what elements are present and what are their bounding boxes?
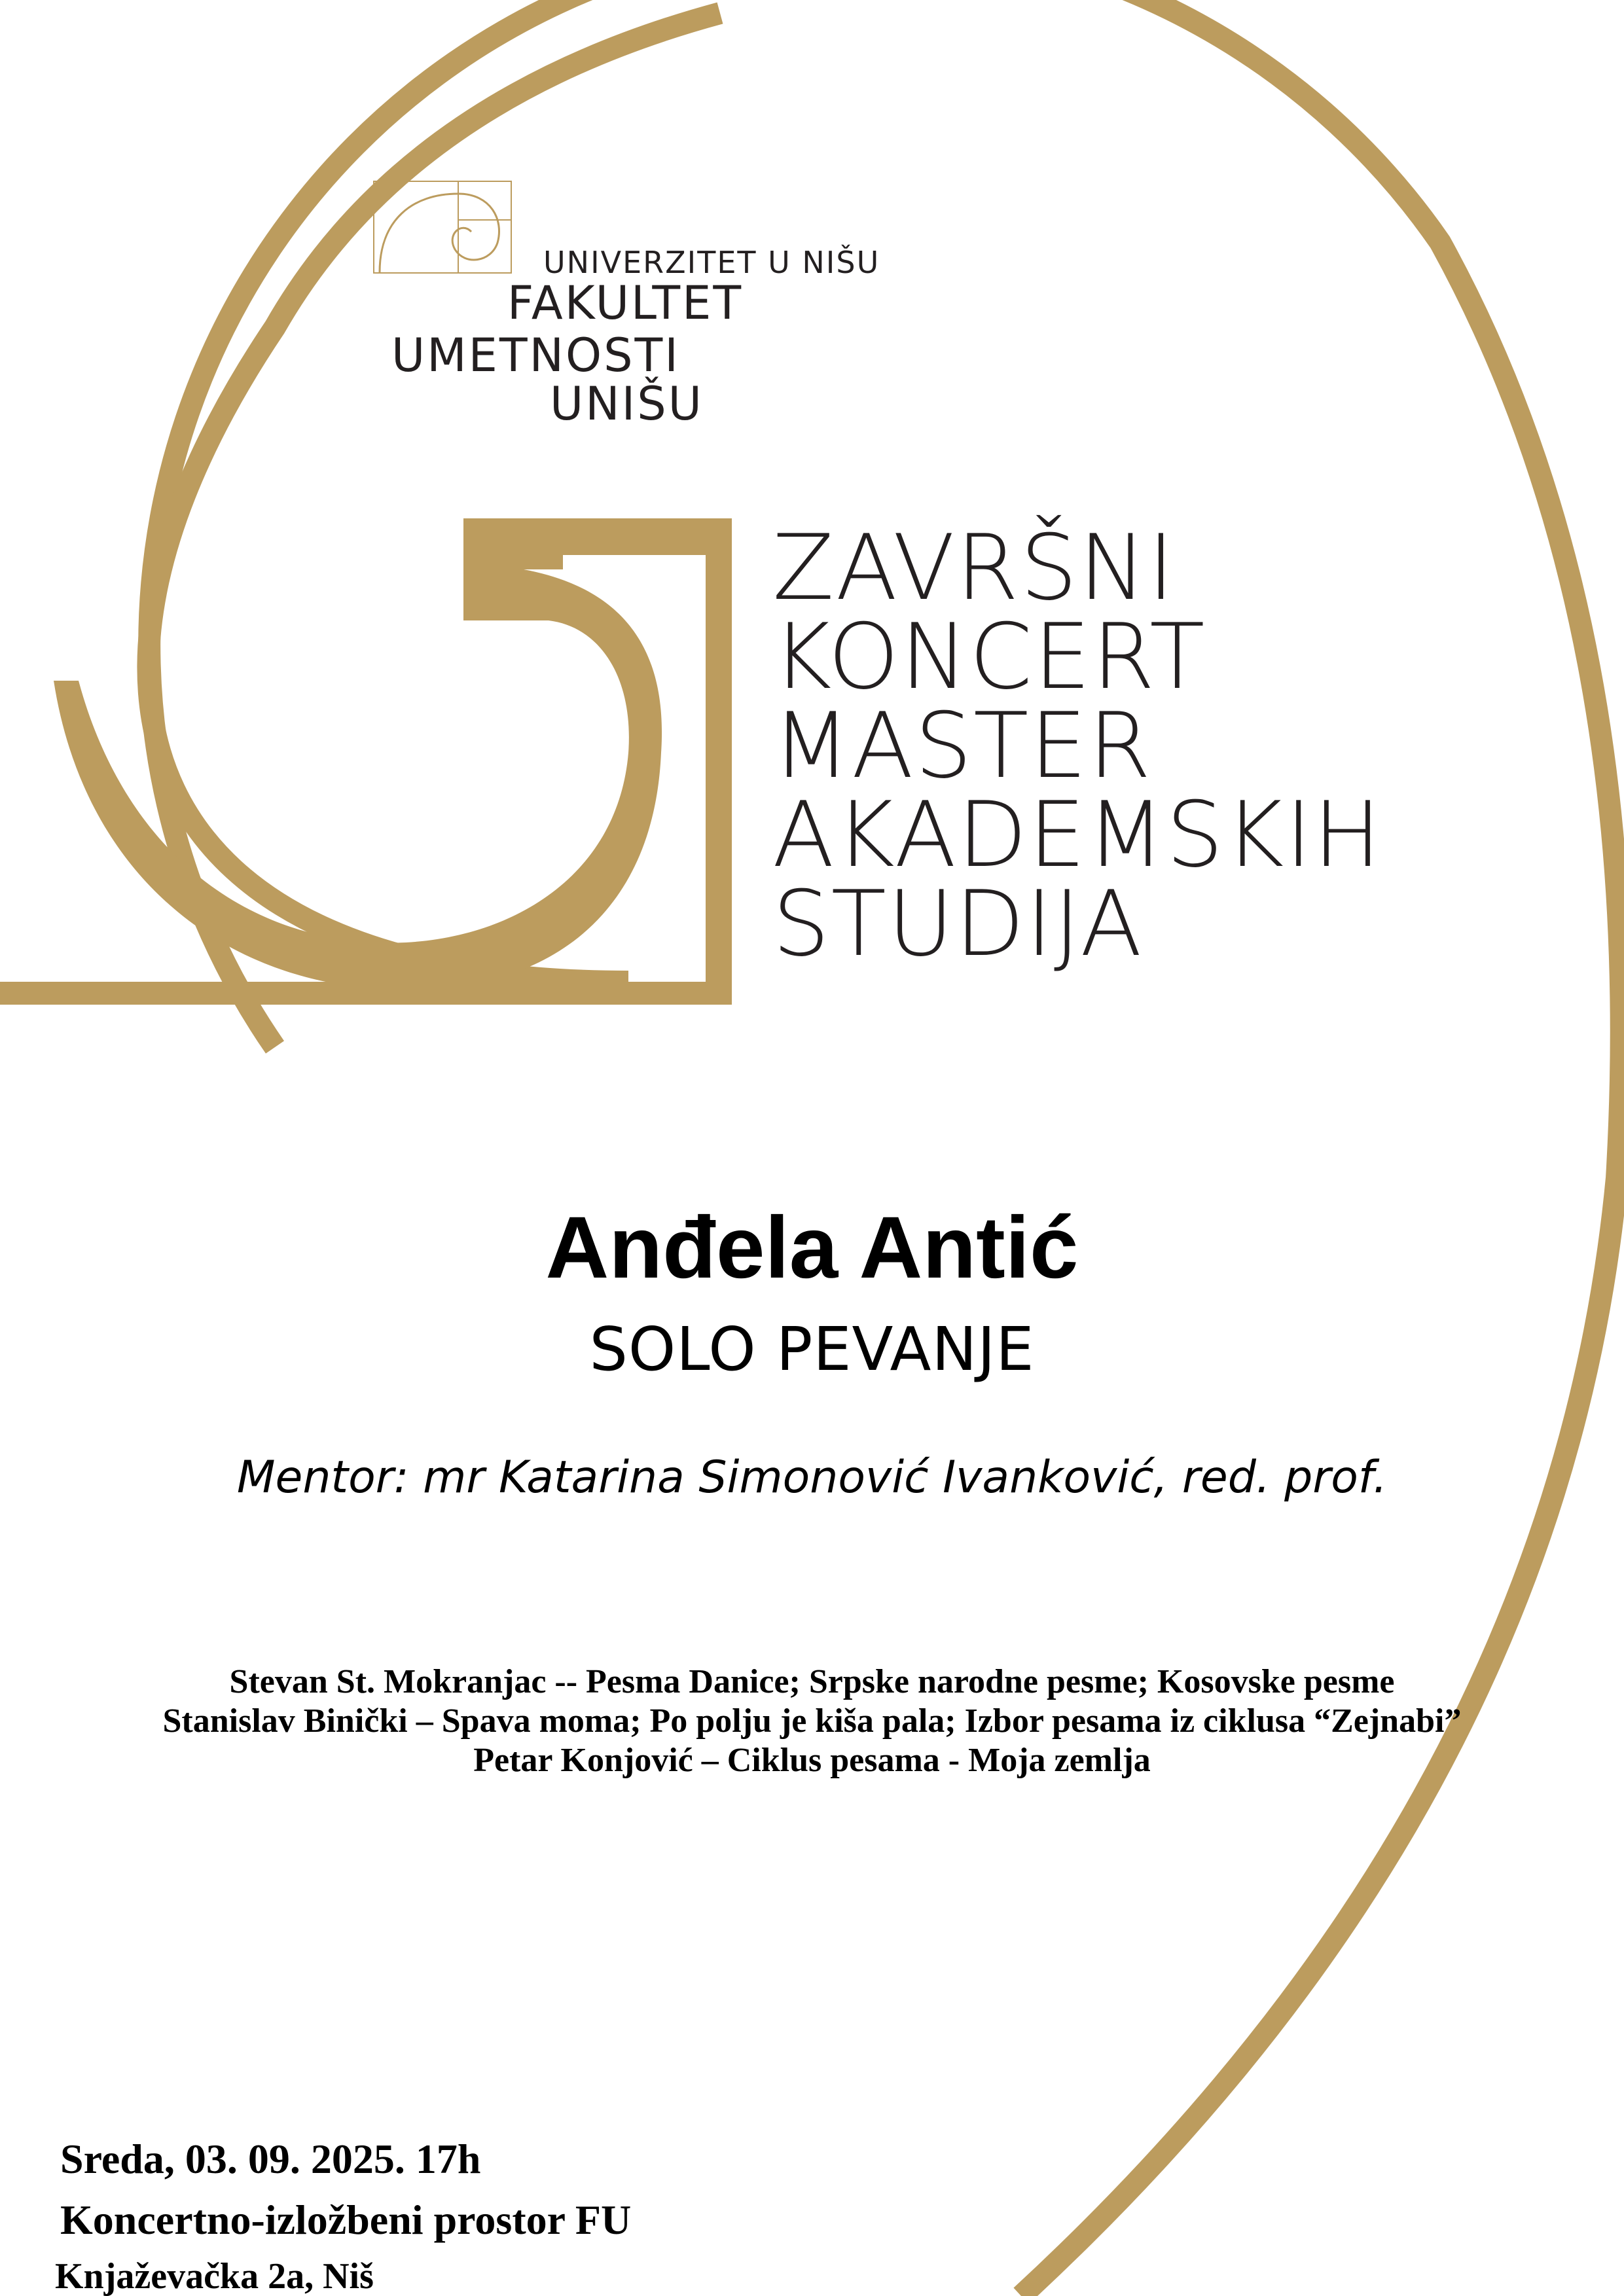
faculty-line-3: UNIŠU [550,377,704,431]
faculty-line-1: FAKULTET [507,276,744,330]
performer-name: Anđela Antić [545,1199,1079,1297]
event-venue: Koncertno-izložbeni prostor FU [60,2197,632,2243]
program-item: Stanislav Binički – Spava moma; Po polju je kiša pala; Izbor pesama iz ciklusa “Zejnabi” [162,1702,1462,1740]
program-item: Stevan St. Mokranjac -- Pesma Danice; Srpske narodne pesme; Kosovske pesme [229,1663,1395,1700]
event-title-line: ZAVRŠNI [772,515,1176,620]
program-list [0,1662,1624,1780]
golden-spiral-logo-icon [373,181,512,274]
event-title-line: AKADEMSKIH [772,782,1382,888]
program-item: Petar Konjović – Ciklus pesama - Moja zemlja [473,1742,1151,1779]
university-name: UNIVERZITET U NIŠU [543,245,880,280]
event-title-line: KONCERT [772,604,1206,709]
event-address: Knjaževačka 2a, Niš [55,2256,374,2296]
event-title-line: MASTER [772,693,1153,798]
spiral-decoration [148,0,1621,2296]
event-title-line: STUDIJA [772,871,1144,977]
event-title [772,515,1382,977]
inner-spiral-shape [0,518,732,1005]
discipline: SOLO PEVANJE [589,1314,1035,1384]
faculty-line-2: UMETNOSTI [391,329,680,382]
event-date-time: Sreda, 03. 09. 2025. 17h [60,2136,481,2182]
mentor-line: Mentor: mr Katarina Simonović Ivanković, red. prof. [236,1452,1388,1503]
